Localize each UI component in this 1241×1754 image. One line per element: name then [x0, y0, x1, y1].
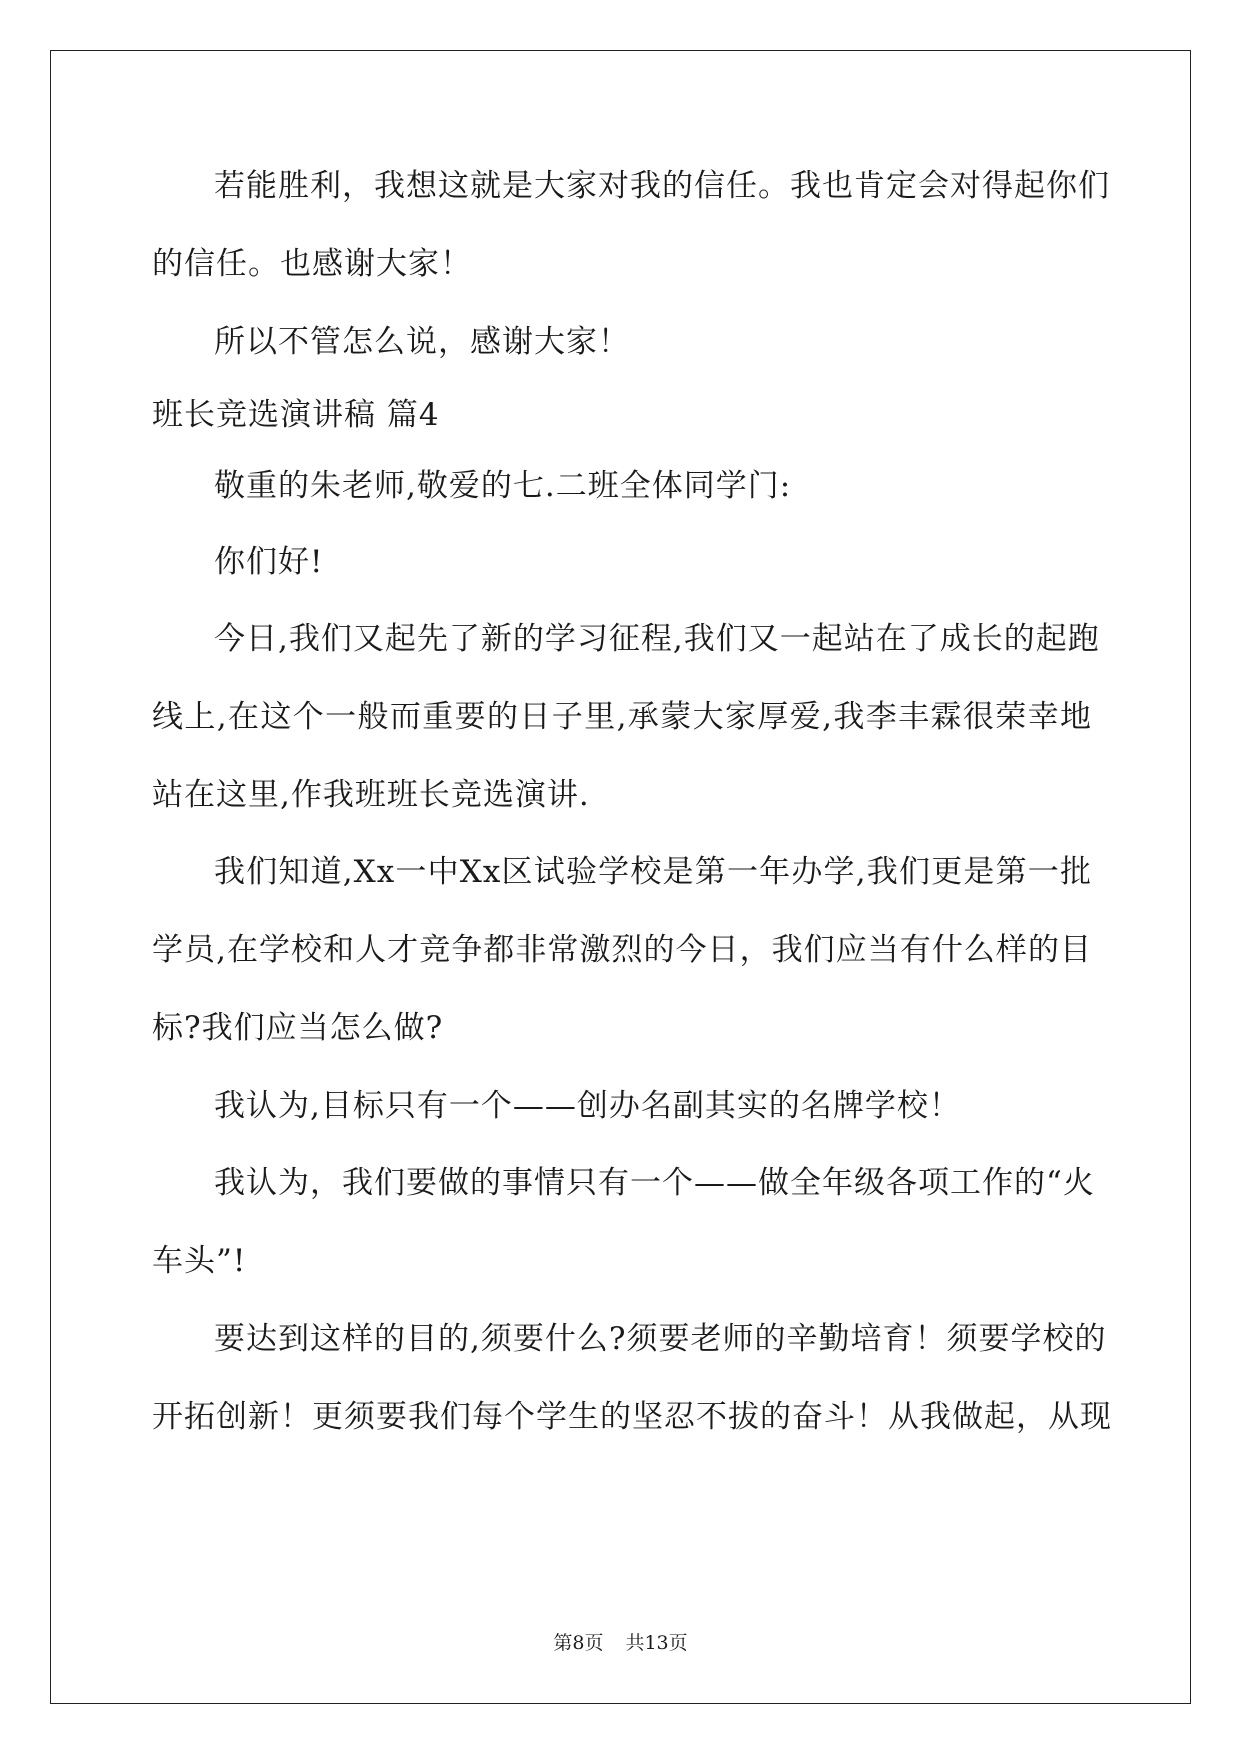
section-heading: 班长竞选演讲稿 篇4 — [152, 397, 440, 433]
paragraph-line: 若能胜利，我想这就是大家对我的信任。我也肯定会对得起你们 — [214, 168, 1110, 204]
paragraph-line: 线上,在这个一般而重要的日子里,承蒙大家厚爱,我李丰霖很荣幸地 — [152, 699, 1092, 735]
paragraph-line: 要达到这样的目的,须要什么?须要老师的辛勤培育！须要学校的 — [214, 1321, 1107, 1357]
paragraph-line: 我认为,目标只有一个——创办名副其实的名牌学校！ — [214, 1088, 961, 1124]
paragraph-line: 敬重的朱老师,敬爱的七.二班全体同学门: — [214, 468, 792, 504]
paragraph-line: 标?我们应当怎么做? — [152, 1010, 444, 1046]
paragraph-line: 我认为，我们要做的事情只有一个——做全年级各项工作的“火 — [214, 1165, 1095, 1201]
paragraph-line: 所以不管怎么说，感谢大家！ — [214, 324, 630, 360]
paragraph-line: 的信任。也感谢大家！ — [152, 246, 472, 282]
paragraph-line: 开拓创新！更须要我们每个学生的坚忍不拔的奋斗！从我做起，从现 — [152, 1399, 1112, 1435]
paragraph-line: 今日,我们又起先了新的学习征程,我们又一起站在了成长的起跑 — [214, 621, 1100, 657]
paragraph-line: 我们知道,Xx一中Xx区试验学校是第一年办学,我们更是第一批 — [214, 854, 1092, 890]
page-footer — [0, 1630, 1241, 1656]
paragraph-line: 你们好! — [214, 544, 324, 580]
paragraph-line: 学员,在学校和人才竞争都非常激烈的今日，我们应当有什么样的目 — [152, 932, 1092, 968]
page-number: 第8页 — [553, 1632, 604, 1654]
paragraph-line: 车头”! — [152, 1243, 247, 1279]
paragraph-line: 站在这里,作我班班长竞选演讲. — [152, 777, 590, 813]
total-pages: 共13页 — [625, 1632, 688, 1654]
